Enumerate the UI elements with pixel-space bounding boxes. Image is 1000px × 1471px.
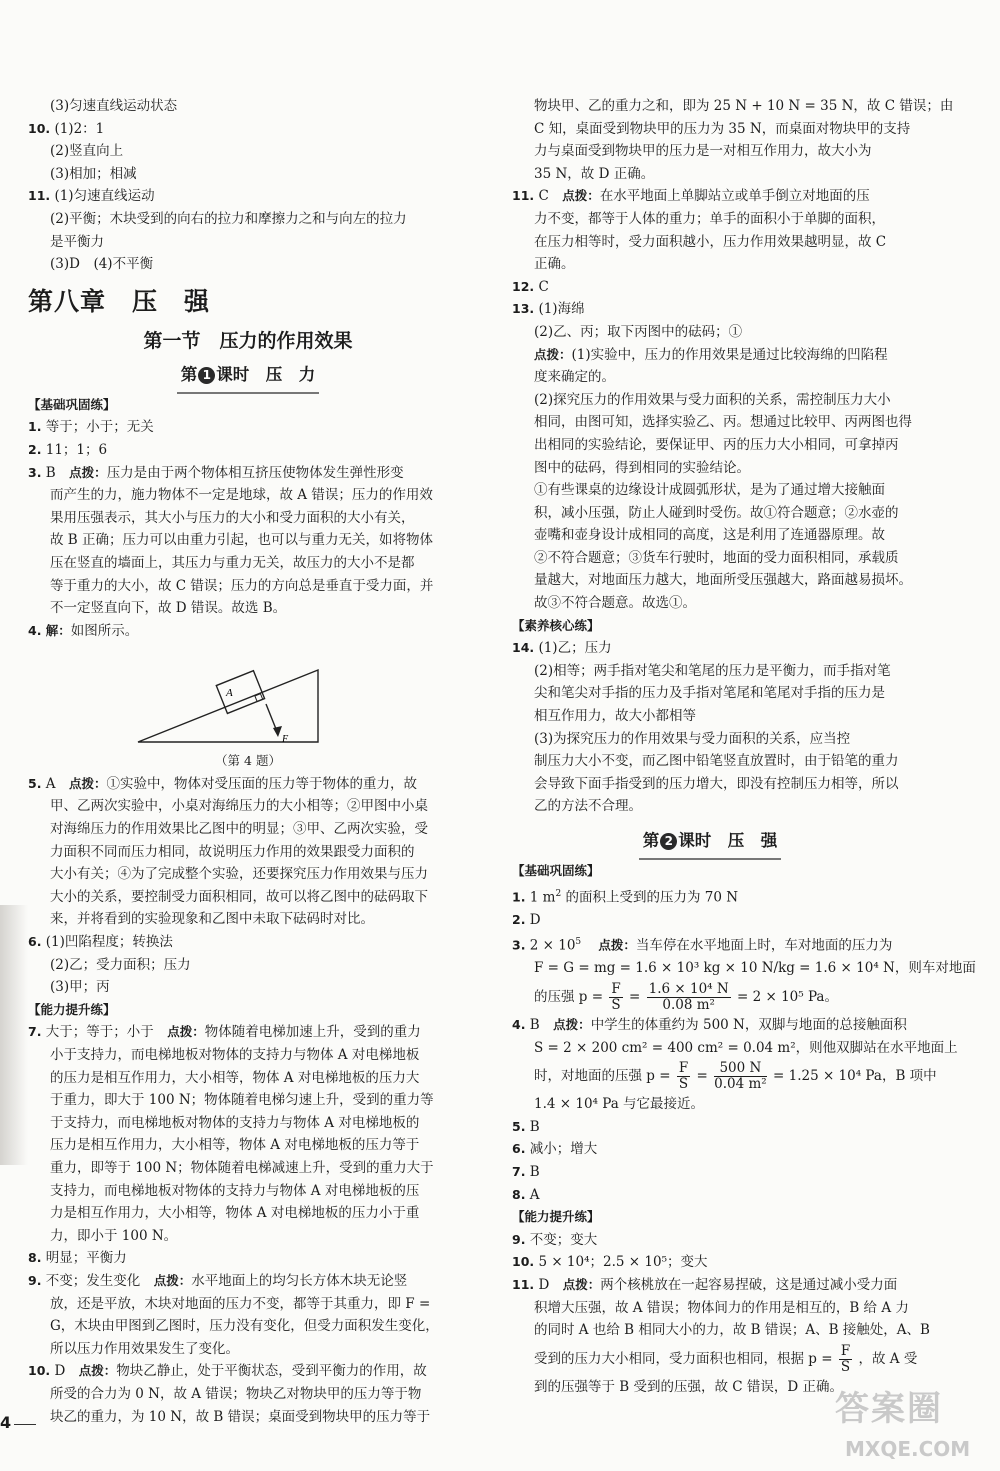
text-line: 7. B xyxy=(512,1163,540,1180)
text-line: 6. (1)凹陷程度；转换法 xyxy=(28,934,173,951)
text-line: (2)乙；受力面积；压力 xyxy=(50,956,191,973)
text-line: 压力是相互作用力，大小相等，物体 A 对电梯地板的压力等于 xyxy=(50,1137,420,1154)
lesson-number-badge: 1 xyxy=(198,367,215,384)
answers-10-13 xyxy=(512,95,954,615)
section-tag-core: 【素养核心练】 xyxy=(512,617,600,633)
text-line: 8. 明显；平衡力 xyxy=(28,1250,127,1267)
text-line: 35 N，故 D 正确。 xyxy=(534,165,655,182)
text-line: 重力，即等于 100 N；物体随着电梯减速上升，受到的重力大于 xyxy=(50,1159,434,1176)
text-line: 不一定竖直向下，故 D 错误。故选 B。 xyxy=(50,600,287,617)
text-line: 故 B 正确；压力可以由重力引起，也可以与重力无关，如将物体 xyxy=(50,532,434,549)
text-line: 对海绵压力的作用效果比乙图中的明显；③甲、乙两次实验，受 xyxy=(50,821,428,838)
label-f: F xyxy=(282,734,289,746)
watermark-url: MXQE.COM xyxy=(845,1437,971,1461)
text-line: (2)探究压力的作用效果与受力面积的关系，需控制压力大小 xyxy=(534,391,891,408)
text-line: 积，减小压强，防止人碰到时受伤。故①符合题意；②水壶的 xyxy=(534,504,899,521)
text-line: ①有些课桌的边缘设计成圆弧形状，是为了通过增大接触面 xyxy=(534,482,885,499)
text-line: 10. (1)2：1 xyxy=(28,120,105,137)
text-line: 会导致下面手指受到的压力增大，即没有控制压力相等，所以 xyxy=(534,775,899,792)
text-line: 3. B 点拨：压力是由于两个物体相互挤压使物体发生弹性形变 xyxy=(28,464,404,481)
chapter-title: 第八章 压 强 xyxy=(28,286,211,316)
text-line: 10. D 点拨：物块乙静止，处于平衡状态，受到平衡力的作用，故 xyxy=(28,1363,427,1380)
text-line: (2)乙、丙；取下丙图中的砝码；① xyxy=(534,323,743,340)
text-line: (3)甲；丙 xyxy=(50,979,110,996)
answer-r4-formula: 时，对地面的压强 p = $\frac{F}{S}$ = $\frac{500 N}{\text{0.04 m²}}$ = 1.25 × 10⁴ Pa，B 项中 xyxy=(534,1060,937,1093)
text-line: 制压力大小不变，而乙图中铅笔竖直放置时，由于铅笔的重力 xyxy=(534,753,899,770)
lesson-number-badge: 2 xyxy=(660,833,677,850)
answer-r4-line2: S = 2 × 200 cm² = 400 cm² = 0.04 m²，则他双脚站在水平地面上 xyxy=(534,1039,958,1056)
watermark-logo: 答案圈 xyxy=(835,1389,943,1429)
section-title: 第一节 压力的作用效果 xyxy=(143,329,353,352)
text-line: 在压力相等时，受力面积越小，压力作用效果越明显，故 C xyxy=(534,233,887,250)
lesson-title-2: 第 2 课时 压 强 xyxy=(512,824,908,860)
text-line: (3)匀速直线运动状态 xyxy=(50,98,178,114)
text-line: (2)竖直向上 xyxy=(50,143,124,160)
text-line: 11. C 点拨：在水平地面上单脚站立或单手倒立对地面的压 xyxy=(512,188,870,205)
text-line: 1. 等于；小于；无关 xyxy=(28,419,154,436)
text-line: 物块甲、乙的重力之和，即为 25 N + 10 N = 35 N，故 C 错误；由 xyxy=(534,98,954,114)
left-column xyxy=(28,95,468,1428)
text-line: 点拨：(1)实验中，压力的作用效果是通过比较海绵的凹陷程 xyxy=(534,346,888,363)
text-line: 度来确定的。 xyxy=(534,369,615,386)
text-line: (3)为探究压力的作用效果与受力面积的关系，应当控 xyxy=(534,730,851,747)
prev-chapter-answers xyxy=(28,95,468,276)
text-line: (3)相加；相减 xyxy=(50,165,137,182)
text-line: (2)平衡；木块受到的向右的拉力和摩擦力之和与向左的拉力 xyxy=(50,210,407,227)
section-tag-basic-2: 【基础巩固练】 xyxy=(512,863,600,878)
text-line: 力，即小于 100 N。 xyxy=(50,1227,178,1244)
text-line: 12. C xyxy=(512,278,549,295)
answer-r11 xyxy=(512,1274,930,1342)
text-line: 小于支持力，而电梯地板对物体的支持力与物体 A 对电梯地板 xyxy=(50,1047,420,1063)
text-line: 乙的方法不合理。 xyxy=(534,798,642,815)
answer-r3-formula: 的压强 p = $\frac{F}{S}$ = $\frac{\text{1.6 × 10⁴ N}}{\text{0.08 m²}}$ = 2 × 10⁵ Pa。 xyxy=(534,980,838,1013)
lesson-title-1: 第 1 课时 压 力 xyxy=(28,358,468,394)
answer-r1: 1. 1 $m^2$ 的面积上受到的压力为 70 N xyxy=(512,888,739,906)
text-line: 相同，由图可知，选择实验乙、丙。想通过比较甲、丙两图也得 xyxy=(534,414,912,431)
answer-r4-line4: 1.4 × 10⁴ Pa 与它最接近。 xyxy=(534,1096,705,1113)
answers-14 xyxy=(512,637,908,818)
text-line: 正确。 xyxy=(534,256,575,273)
text-line: (2)相等；两手指对笔尖和笔尾的压力是平衡力，而手指对笔 xyxy=(534,662,891,679)
text-line: 9. 不变；发生变化 点拨：水平地面上的均匀长方体木块无论竖 xyxy=(28,1272,408,1289)
text-line: 7. 大于；等于；小于 点拨：物体随着电梯加速上升，受到的重力 xyxy=(28,1024,421,1041)
text-line: 11. (1)匀速直线运动 xyxy=(28,188,155,205)
text-line: 放，还是平放，木块对地面的压力不变，都等于其重力，即 F = xyxy=(50,1295,431,1312)
text-line: 4. 解：如图所示。 xyxy=(28,622,139,639)
page-number: 4 xyxy=(0,1413,12,1432)
text-line: 大小有关；④为了完成整个实验，还要探究压力作用效果与压力 xyxy=(50,866,428,883)
text-line: (3)D (4)不平衡 xyxy=(50,256,154,273)
text-line: G，木块由甲图到乙图时，压力没有变化，但受力面积发生变化， xyxy=(50,1318,439,1335)
answers-7-10 xyxy=(28,1021,468,1428)
text-line: 积增大压强，故 A 错误；物体间力的作用是相互的，B 给 A 力 xyxy=(534,1299,909,1316)
incline-diagram xyxy=(28,642,468,750)
section-tag-ability-2: 【能力提升练】 xyxy=(512,1209,600,1225)
text-line: 14. (1)乙；压力 xyxy=(512,640,612,657)
text-line: 的压力是相互作用力，大小相等，物体 A 对电梯地板的压力大 xyxy=(50,1069,420,1086)
text-line: C 知，桌面受到物块甲的压力为 35 N，而桌面对物块甲的支持 xyxy=(534,120,911,137)
text-line: 来，并将看到的实验现象和乙图中未取下砝码时对比。 xyxy=(50,911,374,928)
text-line: 而产生的力，施力物体不一定是地球，故 A 错误；压力的作用效 xyxy=(50,487,433,504)
answer-r2: 2. D xyxy=(512,911,541,928)
answers-5-8 xyxy=(512,1116,908,1206)
page-number-rule xyxy=(14,1424,36,1425)
answer-r4: 4. B 点拨：中学生的体重约为 500 N，双脚与地面的总接触面积 xyxy=(512,1016,907,1033)
text-line: 5. A 点拨：①实验中，物体对受压面的压力等于物体的重力，故 xyxy=(28,775,418,792)
text-line: 块乙的重力，为 10 N，故 B 错误；桌面受到物块甲的压力等于 xyxy=(50,1408,431,1425)
text-line: 大小的关系，要控制受力面积相同，故可以将乙图中的砝码取下 xyxy=(50,888,428,905)
text-line: 力面积不同而压力相同，故说明压力作用的效果跟受力面积的 xyxy=(50,843,415,860)
text-line: 于重力，即大于 100 N；物体随着电梯匀速上升，受到的重力等 xyxy=(50,1092,434,1109)
answer-r11-end: 到的压强等于 B 受到的压强，故 C 错误，D 正确。 xyxy=(534,1378,844,1395)
text-line: 2. 11；1；6 xyxy=(28,441,108,458)
answer-r3: 3. $2 \times 10^5$ 点拨：当车停在水平地面上时，车对地面的压力为 xyxy=(512,937,893,954)
figure-caption: （第 4 题） xyxy=(215,753,281,769)
answer-r10: 10. 5 × 10⁴；2.5 × 10⁵；变大 xyxy=(512,1254,708,1271)
text-line: 所受的合力为 0 N，故 A 错误；物块乙对物块甲的压力等于物 xyxy=(50,1385,422,1402)
text-line: 的同时 A 也给 B 相同大小的力，故 B 错误；A、B 接触处，A、B xyxy=(534,1322,930,1339)
right-column xyxy=(512,95,976,1398)
text-line: ②不符合题意；③货车行驶时，地面的受力面积相同，承载质 xyxy=(534,549,899,566)
text-line: 力与桌面受到物块甲的压力是一对相互作用力，故大小为 xyxy=(534,143,872,160)
text-line: 13. (1)海绵 xyxy=(512,301,585,318)
answers-5-6 xyxy=(28,773,468,999)
text-line: 量越大，对地面压力越大，地面所受压强越大，路面越易损坏。 xyxy=(534,572,912,589)
text-line: 尖和笔尖对手指的压力及手指对笔尾和笔尾对手指的压力是 xyxy=(534,685,885,702)
text-line: 出相同的实验结论，要保证甲、丙的压力大小相同，可拿掉丙 xyxy=(534,436,899,453)
section-tag-basic: 【基础巩固练】 xyxy=(28,396,116,412)
answer-r11-formula: 受到的压力大小相同，受力面积也相同，根据 p = $\frac{F}{S}$ ，故 A 受 xyxy=(534,1342,918,1375)
text-line: 支持力，而电梯地板对物体的支持力与物体 A 对电梯地板的压 xyxy=(50,1182,420,1199)
text-line: 6. 减小；增大 xyxy=(512,1141,598,1158)
text-line: 等于重力的大小，故 C 错误；压力的方向总是垂直于受力面，并 xyxy=(50,577,434,594)
answer-r9: 9. 不变；变大 xyxy=(512,1231,598,1248)
answer-r3-line2: F = G = mg = 1.6 × 10³ kg × 10 N/kg = 1.6 × 10⁴ N，则车对地面 xyxy=(534,960,976,977)
text-line: 甲、乙两次实验中，小桌对海绵压力的大小相等；②甲图中小桌 xyxy=(50,798,428,815)
label-a: A xyxy=(226,687,233,700)
text-line: 是平衡力 xyxy=(50,233,104,250)
text-line: 力不变，都等于人体的重力；单手的面积小于单脚的面积， xyxy=(534,210,885,227)
text-line: 11. D 点拨：两个核桃放在一起容易捏破，这是通过减小受力面 xyxy=(512,1276,898,1293)
text-line: 力是相互作用力，大小相等，物体 A 对电梯地板的压力小于重 xyxy=(50,1205,420,1222)
text-line: 5. B xyxy=(512,1118,540,1135)
text-line: 壶嘴和壶身设计成相同的高度，这是利用了连通器原理。故 xyxy=(534,527,885,544)
text-line: 果用压强表示，其大小与压力的大小和受力面积的大小有关， xyxy=(50,509,415,526)
text-line: 8. A xyxy=(512,1186,540,1203)
text-line: 图中的砝码，得到相同的实验结论。 xyxy=(534,459,750,476)
text-line: 压在竖直的墙面上，其压力与重力无关，故压力的大小不是都 xyxy=(50,554,415,571)
figure-q4 xyxy=(28,642,468,750)
text-line: 相互作用力，故大小都相等 xyxy=(534,708,696,725)
text-line: 于支持力，而电梯地板对物体的支持力与物体 A 对电梯地板的 xyxy=(50,1114,420,1131)
page-edge-shadow xyxy=(0,905,28,1165)
answers-1-4 xyxy=(28,416,468,642)
text-line: 所以压力作用效果发生了变化。 xyxy=(50,1340,239,1357)
section-tag-ability: 【能力提升练】 xyxy=(28,1001,116,1017)
text-line: 故③不符合题意。故选①。 xyxy=(534,595,696,612)
